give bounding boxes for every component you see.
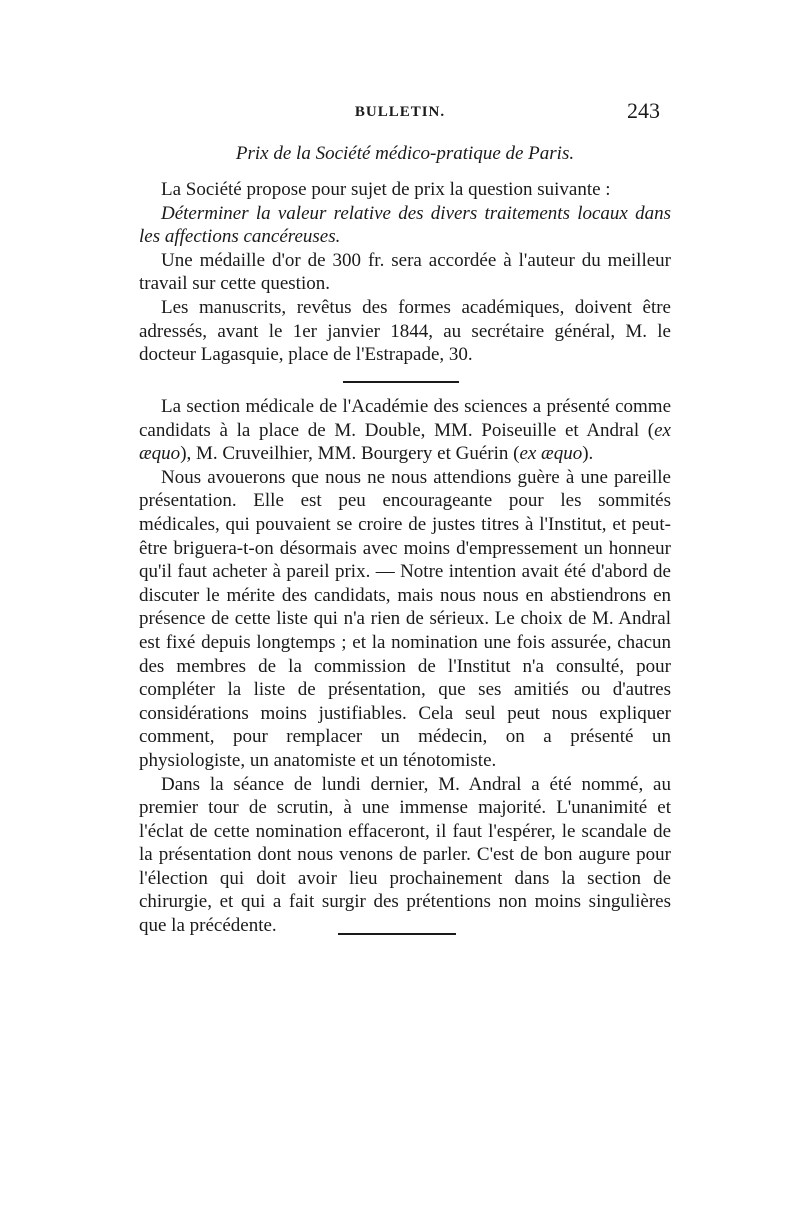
prize-manuscripts-paragraph: Les manuscrits, revêtus des formes académiques, doivent être adressés, avant le 1er janvier 1844, au secrétaire général, M. le docteur Lagasquie, place de l'Estrapade, 30. [139, 296, 671, 366]
end-divider [338, 933, 456, 935]
academy-section-article [139, 395, 671, 938]
candidates-text-end: ). [582, 443, 594, 465]
commentary-paragraph: Nous avouerons que nous ne nous attendions guère à une pareille présentation. Elle est peu encourageante pour les sommités médicales, qui pouvaient se croire de justes titres à l'Institut, et peut-être briguera-t-on désormais avec moins d'empressement un honneur qu'il faut acheter à pareil prix. — Notre intention avait été d'abord de discuter le mérite des candidats, mais nous nous en abstiendrons en présence de cette liste qui n'a rien de sérieux. Le choix de M. Andral est fixé depuis longtemps ; et la nomination une fois assurée, chacun des membres de la commission de l'Institut n'a consulté, pour compléter la liste de présentation, que ses amitiés ou d'autres considérations moins justifiables. Cela seul peut nous expliquer comment, pour remplacer un médecin, on a présenté un physiologiste, un anatomiste et un ténotomiste. [139, 466, 671, 771]
prize-intro-paragraph: La Société propose pour sujet de prix la question suivante : [161, 179, 611, 200]
prize-announcement [139, 178, 671, 367]
ex-aequo-note-1: ex æquo [139, 419, 671, 465]
section-divider [343, 381, 459, 383]
ex-aequo-note-2: ex æquo [519, 443, 583, 465]
running-header [140, 98, 660, 128]
candidates-text-middle: ), M. Cruveilhier, MM. Bourgery et Guérin ( [180, 443, 520, 465]
page-number: 243 [627, 98, 660, 123]
prize-medal-paragraph: Une médaille d'or de 300 fr. sera accordée à l'auteur du meilleur travail sur cette question. [139, 249, 671, 295]
running-title: BULLETIN. [354, 104, 446, 120]
candidates-paragraph [139, 395, 671, 466]
election-paragraph: Dans la séance de lundi dernier, M. Andral a été nommé, au premier tour de scrutin, à une immense majorité. L'unanimité et l'éclat de cette nomination effaceront, il faut l'espérer, le scandale de la présentation dont nous venons de parler. C'est de bon augure pour l'élection qui doit avoir lieu prochainement dans la section de chirurgie, et qui a fait surgir des prétentions non moins singulières que la précédente. [139, 773, 671, 937]
prize-question: Déterminer la valeur relative des divers traitements locaux dans les affections cancéreuses. [139, 202, 671, 248]
candidates-text-start: La section médicale de l'Académie des sciences a présenté comme candidats à la place de M. Double, MM. Poiseuille et Andral ( [139, 396, 671, 441]
prize-heading: Prix de la Société médico-pratique de Paris. [235, 143, 575, 164]
